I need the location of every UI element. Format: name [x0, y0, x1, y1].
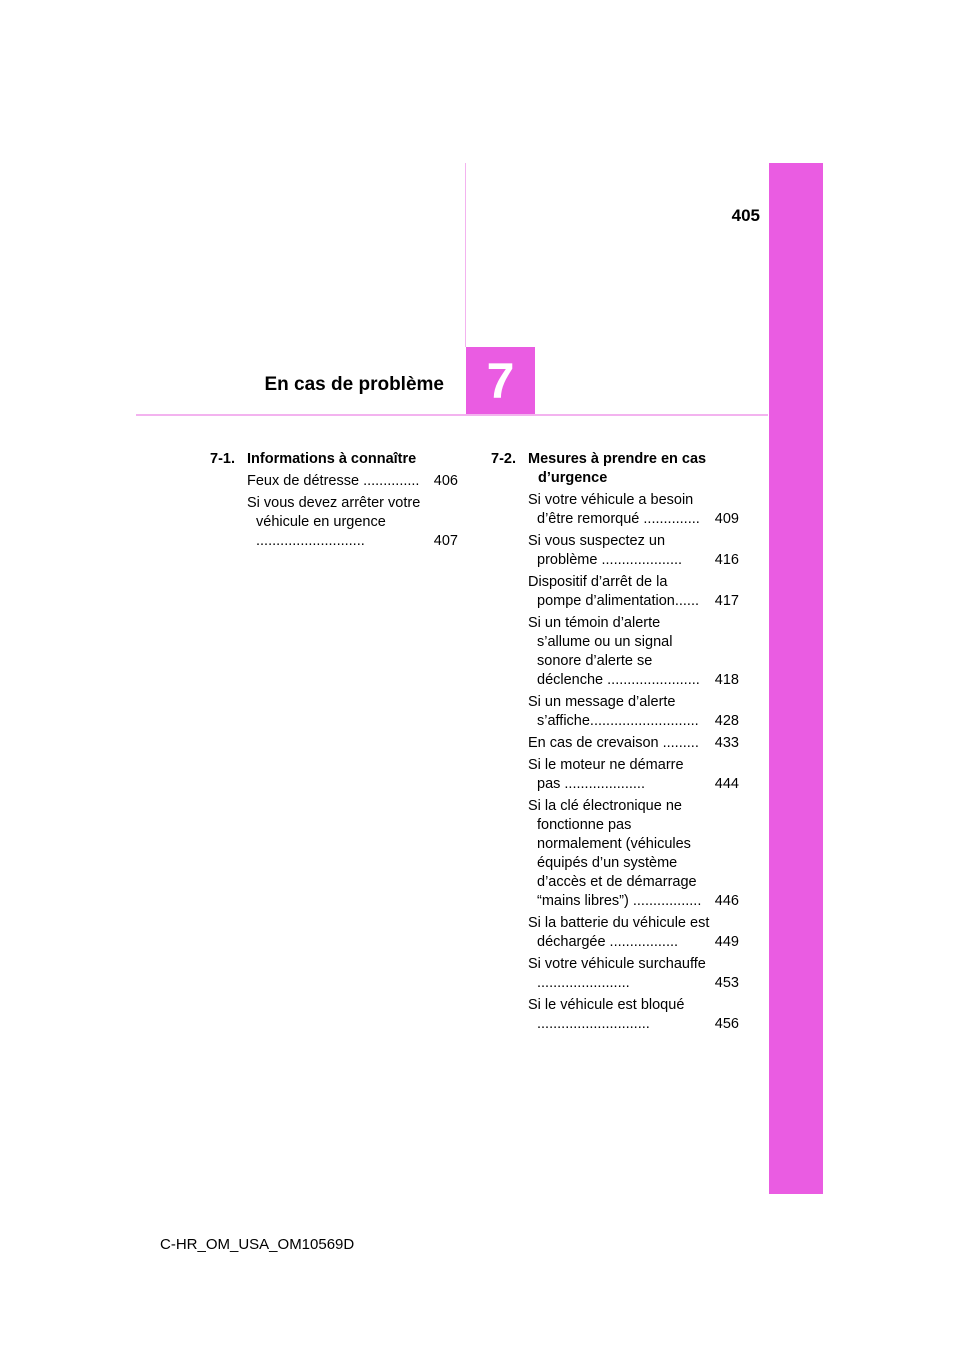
- toc-entry[interactable]: [528, 797, 739, 911]
- toc-entry[interactable]: [247, 494, 458, 551]
- section-heading: [491, 450, 739, 488]
- entry-list: [491, 491, 739, 1034]
- entry-title: Si votre véhicule surchauffe .......................: [528, 956, 706, 991]
- entry-page-number: 418: [714, 672, 739, 688]
- toc-entry[interactable]: [528, 491, 739, 529]
- section-title: Informations à connaître: [247, 451, 417, 467]
- entry-page-number: 428: [714, 713, 739, 729]
- toc-entry[interactable]: [528, 734, 739, 753]
- entry-page-number: 433: [714, 735, 739, 751]
- section-number: 7-1.: [210, 451, 235, 467]
- section-title: Mesures à prendre en cas d’urgence: [528, 451, 707, 486]
- document-code: C-HR_OM_USA_OM10569D: [160, 1236, 355, 1253]
- chapter-number-box: [466, 347, 535, 415]
- entry-title: Si un message d’alerte s’affiche...........................: [528, 694, 699, 729]
- entry-page-number: 449: [714, 934, 739, 950]
- vertical-divider: [465, 163, 466, 347]
- entry-title: Si un témoin d’alerte s’allume ou un signal sonore d’alerte se déclenche .......................: [528, 615, 700, 688]
- section-heading: [210, 450, 458, 469]
- entry-title: Si vous devez arrêter votre véhicule en urgence ...........................: [247, 495, 421, 549]
- toc-entry[interactable]: [528, 614, 739, 690]
- toc-entry[interactable]: [528, 955, 739, 993]
- entry-list: [210, 472, 458, 551]
- entry-title: Dispositif d’arrêt de la pompe d’alimentation......: [528, 574, 700, 609]
- toc-entry[interactable]: [528, 996, 739, 1034]
- entry-page-number: 416: [714, 552, 739, 568]
- toc-entry[interactable]: [247, 472, 458, 491]
- entry-page-number: 444: [714, 776, 739, 792]
- page-number: 405: [731, 206, 760, 225]
- entry-page-number: 456: [714, 1016, 739, 1032]
- entry-title: Si la clé électronique ne fonctionne pas normalement (véhicules équipés d’un système d’accès et de démarrage “mains libres”) .................: [528, 798, 702, 909]
- entry-title: Si la batterie du véhicule est déchargée .................: [528, 915, 710, 950]
- toc-section-7-1: [210, 450, 458, 554]
- entry-page-number: 417: [714, 593, 739, 609]
- entry-title: Si vous suspectez un problème ....................: [528, 533, 683, 568]
- toc-entry[interactable]: [528, 914, 739, 952]
- toc-entry[interactable]: [528, 756, 739, 794]
- header-divider: [136, 414, 768, 416]
- entry-page-number: 446: [714, 893, 739, 909]
- chapter-side-tab: [769, 163, 823, 1194]
- entry-title: En cas de crevaison .........: [528, 735, 699, 751]
- chapter-number: 7: [486, 353, 515, 409]
- toc-section-7-2: [491, 450, 739, 1037]
- entry-page-number: 407: [433, 533, 458, 549]
- toc-entry[interactable]: [528, 693, 739, 731]
- chapter-title: En cas de problème: [264, 374, 444, 395]
- entry-title: Si le moteur ne démarre pas ....................: [528, 757, 684, 792]
- section-number: 7-2.: [491, 451, 516, 467]
- toc-entry[interactable]: [528, 532, 739, 570]
- entry-page-number: 453: [714, 975, 739, 991]
- entry-page-number: 409: [714, 511, 739, 527]
- entry-page-number: 406: [433, 473, 458, 489]
- entry-title: Si votre véhicule a besoin d’être remorqué ..............: [528, 492, 700, 527]
- entry-title: Si le véhicule est bloqué ............................: [528, 997, 685, 1032]
- toc-entry[interactable]: [528, 573, 739, 611]
- entry-title: Feux de détresse ..............: [247, 473, 420, 489]
